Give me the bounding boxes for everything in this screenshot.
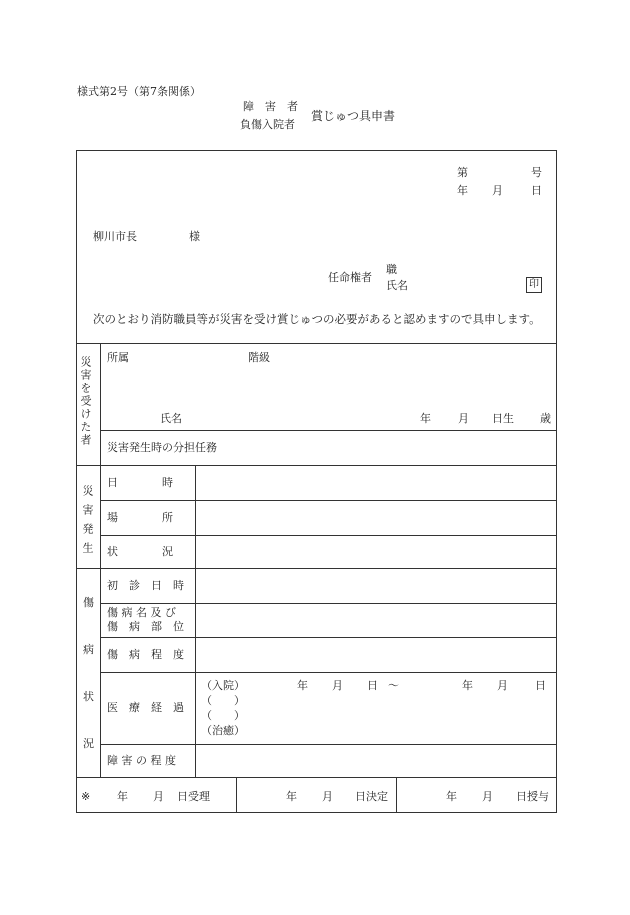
rule	[100, 744, 557, 745]
decided-year: 年	[286, 790, 297, 803]
first-visit-label: 初 診 日 時	[107, 579, 184, 592]
injury-side-char-4: 況	[83, 737, 94, 750]
treatment-line-2: （ ）	[201, 694, 245, 707]
birth-day: 日生	[492, 412, 514, 425]
victim-side-label: 災害を受けた者	[79, 356, 92, 447]
position-label: 職	[386, 263, 397, 276]
rule	[100, 430, 557, 431]
decided-day: 日決定	[355, 790, 388, 803]
title-line2: 負傷入院者	[240, 118, 295, 131]
injury-name-line1: 傷 病 名 及 び	[107, 606, 176, 619]
injury-side-char-2: 病	[83, 643, 94, 656]
decided-month: 月	[322, 790, 333, 803]
injury-side-char-3: 状	[83, 690, 94, 703]
rule	[100, 672, 557, 673]
appointer-name-label: 氏名	[386, 279, 408, 292]
affiliation-label: 所属	[107, 351, 129, 364]
rule	[396, 777, 397, 813]
rule	[100, 603, 557, 604]
period-year-1: 年	[297, 679, 308, 692]
awarded-year: 年	[446, 790, 457, 803]
rule	[100, 535, 557, 536]
period-tilde: 〜	[388, 679, 399, 692]
addressee-sama: 様	[189, 230, 200, 243]
period-month-2: 月	[497, 679, 508, 692]
treatment-line-admission: （入院）	[201, 679, 245, 692]
title-suffix: 賞じゅつ具申書	[311, 109, 396, 123]
victim-name-label: 氏名	[160, 412, 182, 425]
disaster-date-time-label: 日 時	[107, 476, 173, 489]
birth-year: 年	[420, 412, 431, 425]
disaster-place-label: 場 所	[107, 511, 173, 524]
period-year-2: 年	[462, 679, 473, 692]
rule	[76, 343, 557, 344]
rank-label: 階級	[248, 351, 270, 364]
treatment-label: 医 療 経 過	[107, 701, 184, 714]
rule	[100, 343, 101, 777]
awarded-month: 月	[482, 790, 493, 803]
statement: 次のとおり消防職員等が災害を受け賞じゅつの必要があると認めますので具申します。	[93, 312, 541, 326]
rule	[76, 777, 557, 778]
rule	[76, 465, 557, 466]
rule	[236, 777, 237, 813]
footer-mark: ※	[81, 790, 91, 803]
awarded-day: 日授与	[516, 790, 549, 803]
rule	[76, 568, 557, 569]
received-day: 日受理	[177, 790, 210, 803]
treatment-line-cured: （治癒）	[201, 724, 245, 737]
period-day-2: 日	[535, 679, 546, 692]
form-number: 様式第2号（第7条関係）	[77, 85, 201, 98]
disaster-situation-label: 状 況	[107, 545, 173, 558]
title-line1: 障 害 者	[243, 100, 298, 113]
period-day-1: 日	[367, 679, 378, 692]
received-month: 月	[153, 790, 164, 803]
date-year: 年	[457, 184, 468, 197]
age-label: 歳	[540, 412, 551, 425]
addressee: 柳川市長	[93, 230, 137, 243]
date-month: 月	[492, 184, 503, 197]
injury-side-char-1: 傷	[83, 596, 94, 609]
seal-mark: 印	[526, 277, 542, 293]
disability-label: 障 害 の 程 度	[107, 754, 176, 767]
injury-name-line2: 傷 病 部 位	[107, 620, 184, 633]
number-go: 号	[531, 166, 542, 179]
received-year: 年	[117, 790, 128, 803]
rule	[100, 637, 557, 638]
date-day: 日	[531, 184, 542, 197]
duty-label: 災害発生時の分担任務	[107, 441, 217, 454]
rule	[100, 500, 557, 501]
appointer-label: 任命権者	[328, 271, 372, 284]
rule	[195, 465, 196, 777]
treatment-line-3: （ ）	[201, 709, 245, 722]
injury-degree-label: 傷 病 程 度	[107, 648, 184, 661]
number-dai: 第	[457, 166, 468, 179]
birth-month: 月	[458, 412, 469, 425]
disaster-side-label: 災害発生	[81, 485, 94, 561]
period-month-1: 月	[332, 679, 343, 692]
